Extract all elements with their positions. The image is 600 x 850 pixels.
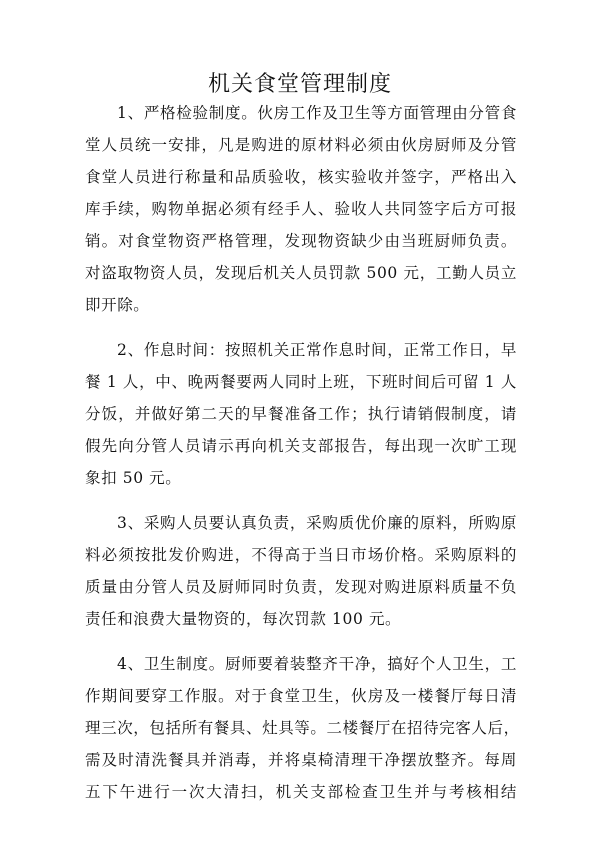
paragraph-line: 3、采购人员要认真负责，采购质优价廉的原料，所购原 [117, 514, 517, 532]
paragraph-line: 需及时清洗餐具并消毒，并将桌椅清理干净摆放整齐。每周 [85, 751, 517, 769]
paragraph-line: 料必须按批发价购进，不得高于当日市场价格。采购原料的 [85, 546, 517, 564]
paragraph-line: 责任和浪费大量物资的，每次罚款 100 元。 [85, 610, 402, 628]
document-body [85, 97, 520, 821]
paragraph-line: 分饭，并做好第二天的早餐准备工作；执行请销假制度，请 [85, 405, 517, 423]
paragraph-line: 即开除。 [85, 296, 150, 314]
paragraph-line: 1、严格检验制度。伙房工作及卫生等方面管理由分管食 [117, 104, 517, 122]
paragraph-line: 对盗取物资人员，发现后机关人员罚款 500 元，工勤人员立 [85, 264, 517, 282]
paragraph-line: 堂人员统一安排，凡是购进的原材料必须由伙房厨师及分管 [85, 136, 517, 154]
document-title: 机关食堂管理制度 [207, 72, 392, 97]
paragraph-line: 食堂人员进行称量和品质验收，核实验收并签字，严格出入 [85, 168, 517, 186]
paragraph-purchasing [85, 507, 517, 635]
paragraph-line: 库手续，购物单据必须有经手人、验收人共同签字后方可报 [85, 200, 517, 218]
paragraph-line: 餐 1 人，中、晚两餐要两人同时上班，下班时间后可留 1 人 [85, 373, 517, 391]
paragraph-line: 质量由分管人员及厨师同时负责，发现对购进原料质量不负 [85, 578, 517, 596]
paragraph-line: 销。对食堂物资严格管理，发现物资缺少由当班厨师负责。 [85, 232, 517, 250]
paragraph-inspection-rules [85, 97, 517, 321]
paragraph-line: 象扣 50 元。 [85, 469, 182, 487]
paragraph-line: 理三次，包括所有餐具、灶具等。二楼餐厅在招待完客人后， [85, 719, 520, 737]
paragraph-line: 2、作息时间：按照机关正常作息时间，正常工作日，早 [117, 341, 517, 359]
paragraph-hygiene [85, 648, 520, 808]
paragraph-line: 五下午进行一次大清扫，机关支部检查卫生并与考核相结 [85, 783, 517, 801]
paragraph-line: 4、卫生制度。厨师要着装整齐干净，搞好个人卫生，工 [117, 655, 517, 673]
paragraph-line: 作期间要穿工作服。对于食堂卫生，伙房及一楼餐厅每日清 [85, 687, 517, 705]
paragraph-work-schedule [85, 334, 517, 494]
paragraph-line: 假先向分管人员请示再向机关支部报告，每出现一次旷工现 [85, 437, 517, 455]
